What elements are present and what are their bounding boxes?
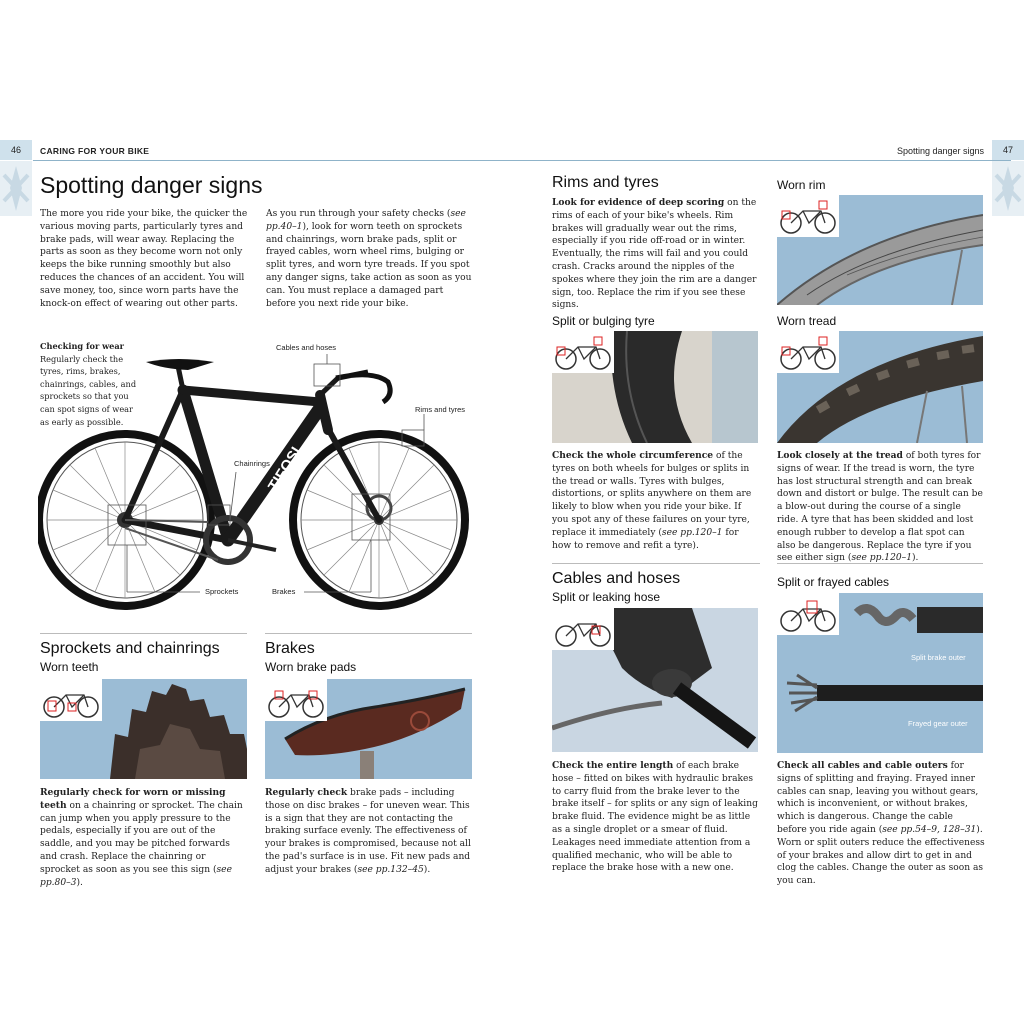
worn-rim-photo: [777, 195, 983, 305]
rims-text: Look for evidence of deep scoring on the rims of each of your bike's wheels. Rim brakes will gradually wear out the rims, especially if you ride off-road or in winter. Eventually, the rims will fail and you could crash. Cracks around the nipples of the spokes where they join the rim are a danger sign, too. Replace the rim if you see these signs.: [552, 197, 757, 311]
checking-for-wear: Checking for wear Regularly check the tyres, rims, brakes, chainrings, cables, and sprockets so that you can spot signs of wear as early as possible.: [40, 341, 137, 427]
left-running-title: CARING FOR YOUR BIKE: [40, 146, 150, 156]
section-rule: [265, 633, 472, 634]
bike-thumbnail: [265, 679, 327, 721]
brakes-text: Regularly check brake pads – including those on disc brakes – for uneven wear. This is a sign that they are not contacting the braking surface evenly. The effectiveness of your brakes is compromised, because not all the pad's surface is in use. Fit new pads and adjust your brakes (see pp.132–45).: [265, 787, 471, 875]
split-brake-outer-label: Split brake outer: [911, 653, 966, 662]
left-side-tab: [0, 161, 32, 216]
callout-chainrings: Chainrings: [234, 459, 270, 468]
section-rule: [777, 563, 983, 564]
cables-text: Check the entire length of each brake hose – fitted on bikes with hydraulic brakes to carry fluid from the brake lever to the brake itself – for splits or any sign of leaking brake fluid. The evidence might be as little as a single droplet or a smear of fluid. Leakages need immediate attention from a qualified mechanic, who will be able to replace the brake hose with a new one.: [552, 760, 758, 874]
bike-thumbnail-icon: [40, 679, 102, 721]
right-running-title: Spotting danger signs: [896, 146, 984, 156]
frayed-cables-title: Split or frayed cables: [777, 575, 890, 589]
split-tyre-photo: [552, 331, 758, 443]
bike-brand-text: TIFOSI: [264, 444, 306, 495]
page-title: Spotting danger signs: [40, 172, 263, 198]
bike-frame: [125, 366, 379, 540]
section-rule: [40, 633, 247, 634]
left-page-number: 46: [0, 140, 32, 160]
cables-subtitle: Split or leaking hose: [552, 590, 661, 604]
callout-cables-and-hoses: Cables and hoses: [276, 343, 337, 352]
bike-thumbnail: [552, 608, 614, 650]
worn-tread-photo: [777, 331, 983, 443]
bike-thumbnail: [777, 195, 839, 237]
saddle: [146, 359, 214, 370]
cables-title: Cables and hoses: [552, 570, 681, 587]
bike-thumbnail-icon: [777, 331, 839, 373]
frayed-cables-photo: [777, 593, 983, 753]
rims-title: Rims and tyres: [552, 174, 659, 191]
road-bike-illustration: [38, 350, 474, 615]
worn-tread-title: Worn tread: [777, 314, 837, 328]
bike-thumbnail: [552, 331, 614, 373]
frayed-cables-text: Check all cables and cable outers for signs of splitting and fraying. Frayed inner cables can snap, leaving you without gears, which is inconvenient, or without brakes, which is dangerous. Change the cable before you ride again (see pp.54–9, 128–31). Worn or split outers reduce the effectiveness of your brakes and allow dirt to get in and clog the cables. Change the outer as soon as you can.: [777, 760, 985, 887]
brakes-title: Brakes: [265, 640, 315, 657]
snowflake-decoration-icon: [0, 161, 32, 216]
header-rule: [33, 140, 1011, 161]
bike-thumbnail: [40, 679, 102, 721]
bike-thumbnail-icon: [777, 593, 839, 635]
brakes-subtitle: Worn brake pads: [265, 660, 357, 674]
worn-teeth-photo: [40, 679, 247, 779]
snowflake-decoration-icon: [992, 161, 1024, 216]
intro-paragraph-2: As you run through your safety checks (see pp.40–1), look for worn teeth on sprockets and chainrings, worn brake pads, split or frayed cables, worn wheel rims, bulging or split tyres, and worn tyre treads. If you spot any danger signs, take action as soon as you can. You must replace a damaged part before you next ride your bike.: [266, 209, 472, 309]
leaking-hose-photo: [552, 608, 758, 752]
bike-thumbnail-icon: [552, 331, 614, 373]
frayed-gear-outer-label: Frayed gear outer: [908, 719, 968, 728]
right-side-tab: [992, 161, 1024, 216]
worn-brake-pad-photo: [265, 679, 472, 779]
intro-paragraph-1: The more you ride your bike, the quicker the various moving parts, particularly tyres and brake pads, will wear away. Replacing the parts as soon as they become worn not only keeps the bike running smoothly but also reduces the chances of an accident. You will save money, too, since worn parts have the knock-on effect of wearing out other parts.: [40, 209, 248, 309]
sprockets-subtitle: Worn teeth: [40, 660, 99, 674]
section-rule: [552, 563, 760, 564]
split-tyre-title: Split or bulging tyre: [552, 314, 655, 328]
bike-thumbnail: [777, 331, 839, 373]
sprockets-text: Regularly check for worn or missing teeth on a chainring or sprocket. The chain can jump when you apply pressure to the pedals, especially if you are out of the saddle, and you may be pitched forwards and crash. Replace the chainring or sprocket as soon as you see this sign (see pp.80–3).: [40, 787, 243, 888]
sprockets-title: Sprockets and chainrings: [40, 640, 220, 657]
callout-boxes: [108, 354, 424, 592]
handlebars: [336, 372, 390, 402]
worn-tread-text: Look closely at the tread of both tyres for signs of wear. If the tread is worn, the tyre has lost structural strength and can break down and distort or bulge. The result can be a blow-out during the course of a single ride. A tyre that has been skidded and lost enough rubber to develop a flat spot can also be dangerous. Replace the tyre if you see either sign (see pp.120–1).: [777, 450, 983, 564]
callout-sprockets: Sprockets: [205, 587, 239, 596]
split-tyre-text: Check the whole circumference of the tyres on both wheels for bulges or splits in the tread or walls. Tyres with bulges, distortions, or splits anywhere on them are likely to blow when you ride your bike. If you spot any of these failures on your tyre, replace it immediately (see pp.120–1 for how to remove and refit a tyre).: [552, 450, 752, 551]
bike-thumbnail-icon: [777, 195, 839, 237]
right-page-number: 47: [992, 140, 1024, 160]
worn-rim-title: Worn rim: [777, 178, 826, 192]
bike-thumbnail: [777, 593, 839, 635]
callout-brakes: Brakes: [272, 587, 296, 596]
bike-thumbnail-icon: [265, 679, 327, 721]
callout-rims-and-tyres: Rims and tyres: [415, 405, 466, 414]
bike-thumbnail-icon: [552, 608, 614, 650]
